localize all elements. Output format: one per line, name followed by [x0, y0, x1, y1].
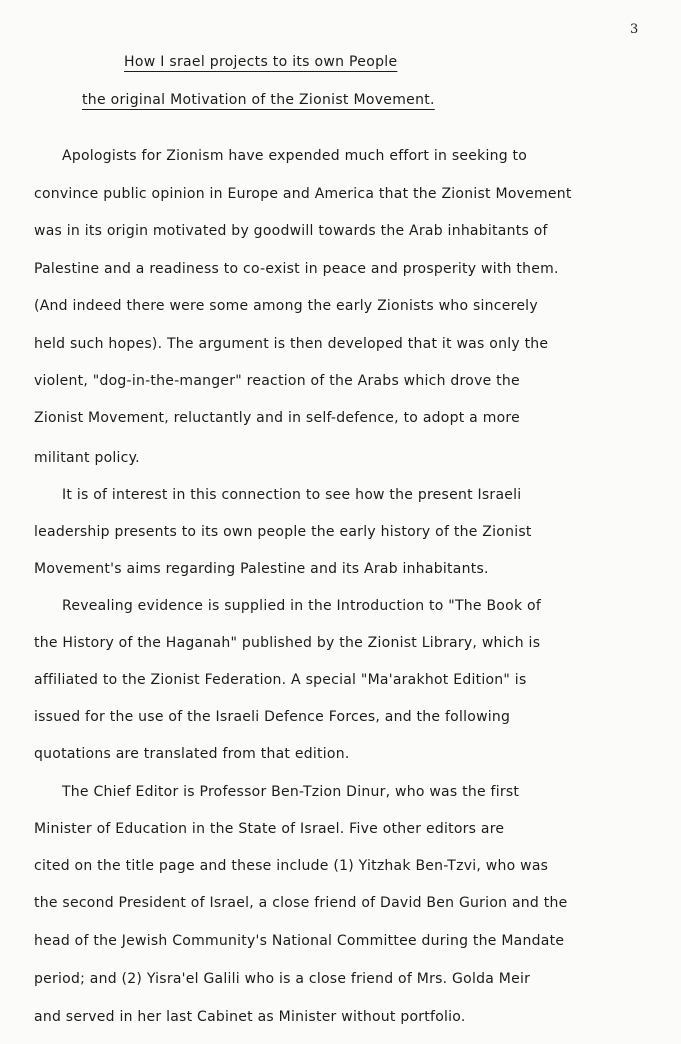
title-line-2: the original Motivation of the Zionist Movement.: [82, 92, 435, 108]
body-line: issued for the use of the Israeli Defence Forces, and the following: [34, 709, 511, 725]
title-line-1: How I srael projects to its own People: [124, 54, 398, 70]
body-line: convince public opinion in Europe and America that the Zionist Movement: [34, 186, 572, 202]
body-line: Palestine and a readiness to co-exist in peace and prosperity with them.: [34, 261, 559, 277]
body-line: (And indeed there were some among the early Zionists who sincerely: [34, 298, 538, 314]
body-line: held such hopes). The argument is then developed that it was only the: [34, 336, 549, 352]
body-line: Minister of Education in the State of Israel. Five other editors are: [34, 821, 505, 837]
body-line: the second President of Israel, a close friend of David Ben Gurion and the: [34, 895, 568, 911]
body-line: violent, "dog-in-the-manger" reaction of the Arabs which drove the: [34, 373, 520, 389]
body-line: Apologists for Zionism have expended much effort in seeking to: [62, 148, 528, 164]
body-line: militant policy.: [34, 450, 140, 466]
body-line: Zionist Movement, reluctantly and in self-defence, to adopt a more: [34, 410, 520, 426]
body-line: It is of interest in this connection to see how the present Israeli: [62, 487, 522, 503]
body-line: period; and (2) Yisra'el Galili who is a close friend of Mrs. Golda Meir: [34, 971, 531, 987]
body-line: leadership presents to its own people the early history of the Zionist: [34, 524, 532, 540]
body-line: head of the Jewish Community's National Committee during the Mandate: [34, 933, 565, 949]
body-line: the History of the Haganah" published by the Zionist Library, which is: [34, 635, 541, 651]
page-number: 3: [630, 22, 639, 37]
body-line: cited on the title page and these include (1) Yitzhak Ben-Tzvi, who was: [34, 858, 549, 874]
body-line: The Chief Editor is Professor Ben-Tzion Dinur, who was the first: [62, 784, 520, 800]
body-line: affiliated to the Zionist Federation. A special "Ma'arakhot Edition" is: [34, 672, 527, 688]
body-line: was in its origin motivated by goodwill towards the Arab inhabitants of: [34, 223, 548, 239]
body-line: quotations are translated from that edition.: [34, 746, 350, 762]
body-line: Revealing evidence is supplied in the Introduction to "The Book of: [62, 598, 541, 614]
body-line: and served in her last Cabinet as Minister without portfolio.: [34, 1009, 466, 1025]
body-line: Movement's aims regarding Palestine and its Arab inhabitants.: [34, 561, 489, 577]
